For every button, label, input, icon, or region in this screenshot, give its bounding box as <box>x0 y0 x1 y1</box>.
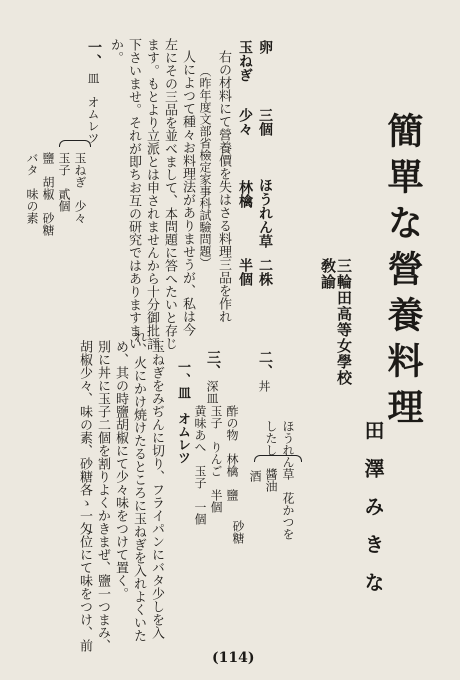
method-heading: 一、皿 オムレツ <box>175 360 190 464</box>
method-line: 玉ねぎをみぢんに切り、フライパンにバタ少しを入 <box>149 340 164 639</box>
dish2-vessel: 丼 <box>257 380 271 392</box>
intro-line: 人によつて種々お料理法がありませうが、私は今 <box>180 50 195 336</box>
author-affiliation-school: 三輪田高等女學校 <box>335 258 353 386</box>
dish1-vessel: 皿 <box>86 72 100 84</box>
dish1-item: バタ 味の素 <box>25 152 39 224</box>
article-title: 簡單な營養料理 <box>382 112 424 434</box>
method-line: 別に丼に玉子二個を割りよくかきまぜ、鹽一つまみ、 <box>95 340 110 652</box>
dish3-vessel: 深皿 <box>205 380 219 404</box>
dish1-number: 一、 <box>86 40 102 68</box>
dish3-item: 黄味あへ 玉子 一個 <box>193 405 207 525</box>
intro-ingredient-name: ほうれん草 <box>257 178 273 248</box>
intro-line: 下さいませ。それが即ちお互の研究ではありますまい <box>126 38 141 350</box>
intro-line: 右の材料にて營養價を失はさる料理三品を作れ <box>216 50 231 323</box>
intro-ingredient-qty: 少々 <box>237 108 253 136</box>
page-number: (114) <box>212 650 255 666</box>
dish1-item: 玉子 貳個 <box>57 152 71 212</box>
intro-ingredient-qty: 三個 <box>257 108 273 136</box>
intro-line: 左にその三品を並べまして、本問題に答へたいと存じ <box>162 38 177 350</box>
dish2-number: 二、 <box>257 350 273 378</box>
dish1-brace <box>59 140 91 147</box>
author-name: 田澤みきな <box>361 420 385 610</box>
method-line: れ、火にかけ焼けたるところに玉ねぎを入れよくいた <box>131 330 146 642</box>
dish3-number: 三、 <box>205 350 221 378</box>
intro-ingredient-name: 林檎 <box>237 180 253 208</box>
dish1-item: 鹽 胡椒 砂糖 <box>41 152 55 236</box>
method-line: 胡椒少々、味の素、砂糖各ゝ一匁位にて味をつけ、前 <box>77 340 92 652</box>
dish3-item: 酢の物 林檎 鹽 <box>225 405 239 501</box>
dish3-item: 砂糖 <box>231 520 245 544</box>
intro-ingredient-qty: 半個 <box>237 258 253 286</box>
dish3-item: 玉子 りんご 半個 <box>209 405 223 513</box>
intro-line: （昨年度文部省檢定家事科試驗問題） <box>198 65 212 269</box>
intro-ingredient-qty: 二株 <box>257 258 273 286</box>
intro-ingredient-name: 玉ねぎ <box>237 40 253 82</box>
intro-line: ます。もとより立派とは申されませんから十分御批評 <box>144 38 159 350</box>
intro-line: か。 <box>108 38 123 64</box>
dish1-name: オムレツ <box>86 96 100 144</box>
dish1-item: 玉ねぎ 少々 <box>73 152 87 224</box>
author-affiliation-role: 敎諭 <box>319 258 337 290</box>
intro-ingredient-name: 卵 <box>257 40 273 54</box>
dish2-item: したし 醬油 <box>264 420 278 492</box>
dish2-item: ほうれん草 花かつを <box>281 420 295 540</box>
dish2-item: 酒 <box>248 470 262 482</box>
method-line: め、其の時鹽胡椒にて少々味をつけて置く。 <box>113 340 128 600</box>
